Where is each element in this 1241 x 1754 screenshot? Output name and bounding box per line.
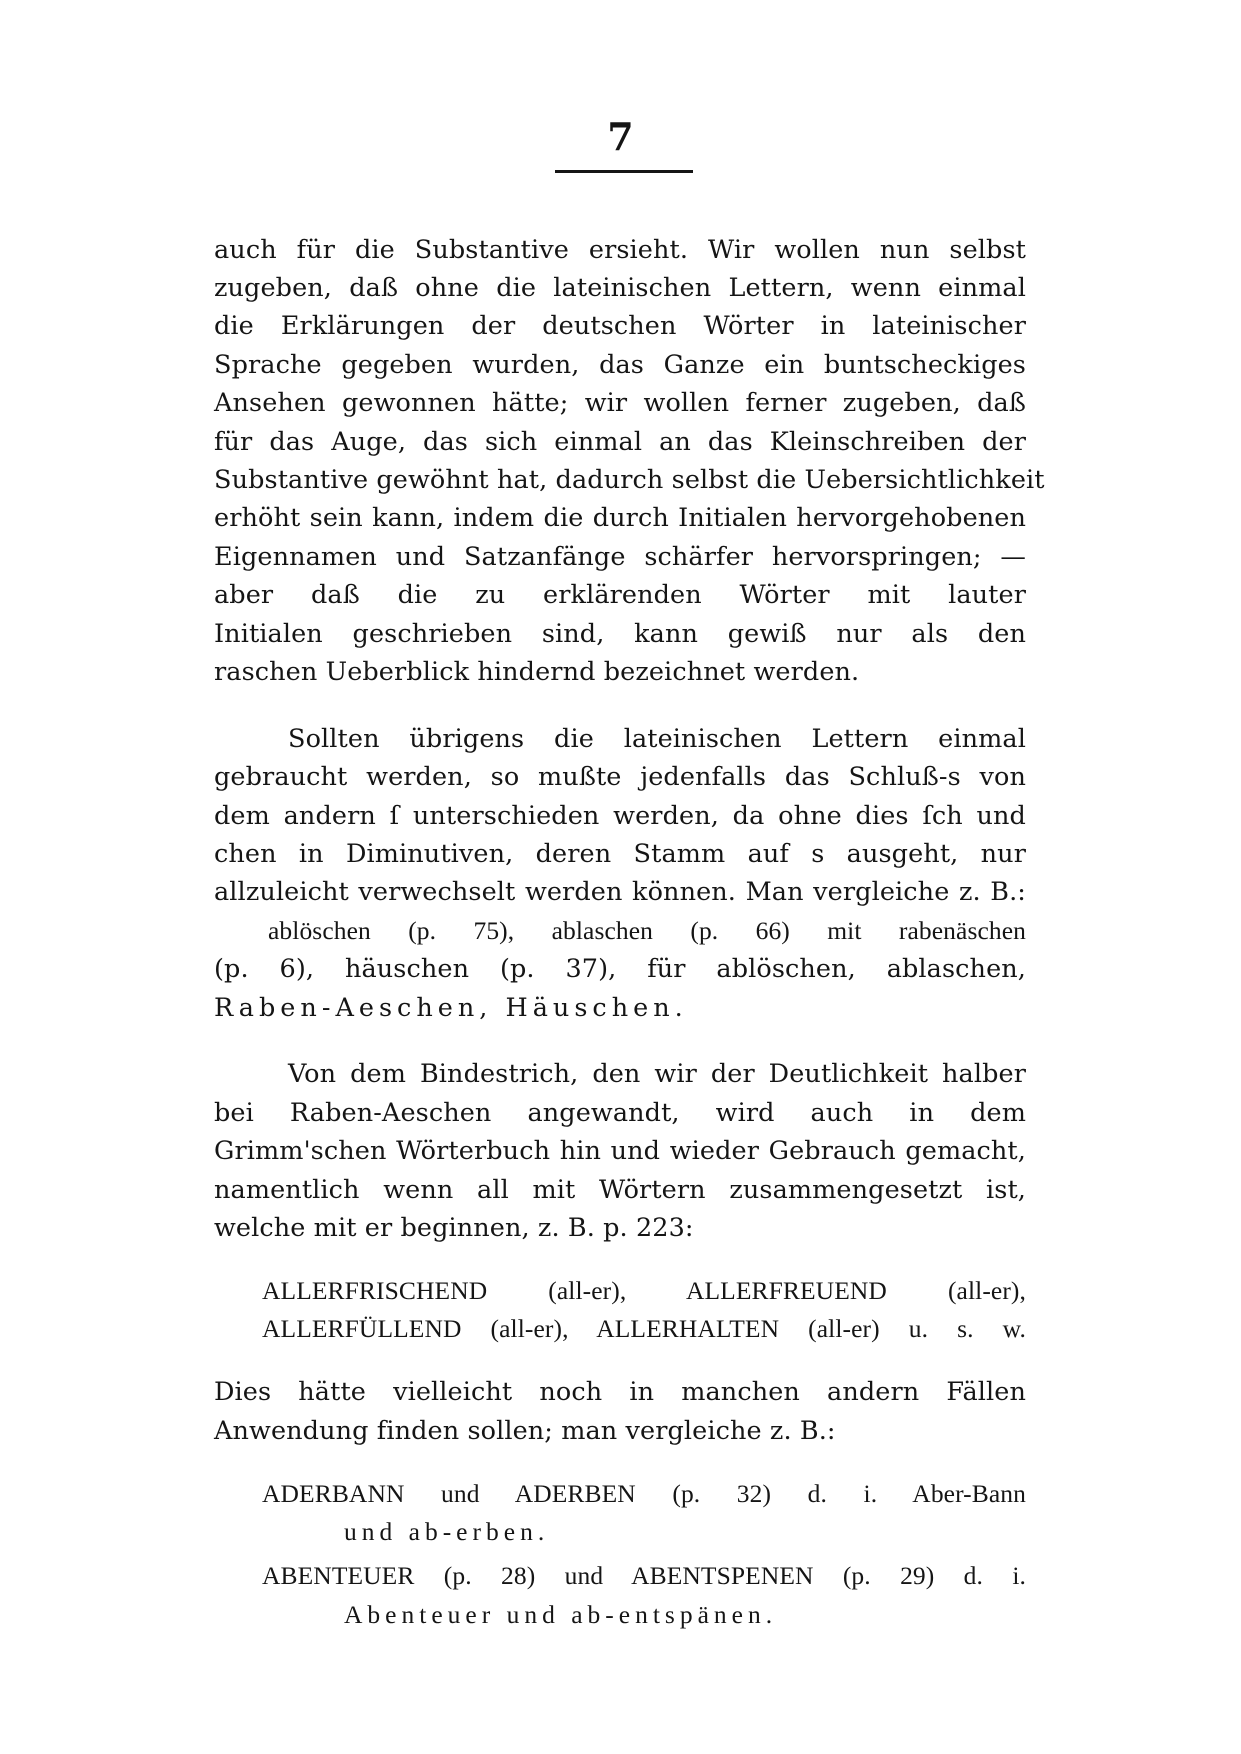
text-line: erhöht sein kann, indem die durch Initialen hervorgehobenen: [214, 503, 1026, 533]
example-line: ALLERFÜLLEND (all-er), ALLERHALTEN (all-er) u. s. w.: [262, 1314, 1026, 1343]
text-line: Dies hätte vielleicht noch in manchen andern Fällen: [214, 1377, 1026, 1407]
page-number: 7: [607, 114, 634, 159]
text-line: namentlich wenn all mit Wörtern zusammengesetzt ist,: [214, 1175, 1026, 1205]
text-line: (p. 6), häuschen (p. 37), für ablöschen, ablaschen,: [214, 954, 1026, 984]
text-line: Von dem Bindestrich, den wir der Deutlichkeit halber: [288, 1059, 1026, 1089]
text-line: Substantive gewöhnt hat, dadurch selbst die Uebersichtlichkeit: [214, 465, 1045, 495]
page-number-rule: [555, 170, 693, 173]
text-line: chen in Diminutiven, deren Stamm auf s ausgeht, nur: [214, 839, 1026, 869]
example-line: und ab-erben.: [344, 1517, 550, 1546]
text-line: für das Auge, das sich einmal an das Kleinschreiben der: [214, 427, 1026, 457]
example-line: ALLERFRISCHEND (all-er), ALLERFREUEND (all-er),: [262, 1276, 1026, 1305]
example-line: ABENTEUER (p. 28) und ABENTSPENEN (p. 29) d. i.: [262, 1561, 1026, 1590]
text-line: welche mit er beginnen, z. B. p. 223:: [214, 1213, 694, 1243]
text-line: allzuleicht verwechselt werden können. Man vergleiche z. B.:: [214, 877, 1026, 907]
text-line: raschen Ueberblick hindernd bezeichnet werden.: [214, 657, 860, 687]
text-line: Sprache gegeben wurden, das Ganze ein buntscheckiges: [214, 350, 1026, 380]
text-line: Grimm'schen Wörterbuch hin und wieder Gebrauch gemacht,: [214, 1136, 1026, 1166]
text-line: Raben-Aeschen, Häuschen.: [214, 993, 688, 1023]
text-line: ablöschen (p. 75), ablaschen (p. 66) mit rabenäschen: [268, 916, 1026, 945]
text-line: Anwendung finden sollen; man vergleiche z. B.:: [214, 1416, 836, 1446]
text-line: Initialen geschrieben sind, kann gewiß nur als den: [214, 619, 1026, 649]
text-line: aber daß die zu erklärenden Wörter mit lauter: [214, 580, 1026, 610]
example-line: Abenteuer und ab-entspänen.: [344, 1600, 778, 1629]
text-line: auch für die Substantive ersieht. Wir wollen nun selbst: [214, 235, 1026, 265]
text-line: bei Raben-Aeschen angewandt, wird auch in dem: [214, 1098, 1026, 1128]
text-line: Sollten übrigens die lateinischen Lettern einmal: [288, 724, 1026, 754]
text-line: gebraucht werden, so mußte jedenfalls das Schluß-s von: [214, 762, 1026, 792]
example-line: ADERBANN und ADERBEN (p. 32) d. i. Aber-Bann: [262, 1479, 1026, 1508]
text-line: die Erklärungen der deutschen Wörter in lateinischer: [214, 311, 1026, 341]
text-line: dem andern ſ unterschieden werden, da ohne dies ſch und: [214, 801, 1026, 831]
text-line: zugeben, daß ohne die lateinischen Lettern, wenn einmal: [214, 273, 1026, 303]
text-line: Eigennamen und Satzanfänge schärfer hervorspringen; —: [214, 542, 1026, 572]
text-line: Ansehen gewonnen hätte; wir wollen ferner zugeben, daß: [214, 388, 1026, 418]
